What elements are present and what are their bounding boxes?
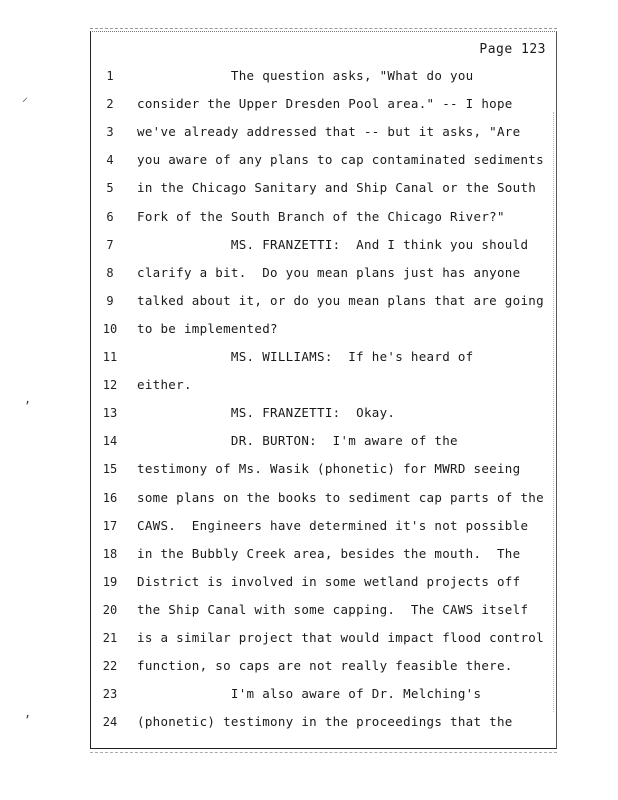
transcript-line-text: Fork of the South Branch of the Chicago River?" — [137, 208, 505, 224]
scan-bottom-edge — [90, 752, 557, 755]
transcript-line-text: in the Bubbly Creek area, besides the mouth. The — [137, 545, 521, 561]
line-number: 7 — [106, 237, 114, 252]
line-number: 16 — [102, 490, 118, 505]
transcript-line-text: testimony of Ms. Wasik (phonetic) for MWRD seeing — [137, 461, 521, 477]
transcript-line-text: some plans on the books to sediment cap parts of the — [137, 489, 544, 505]
transcript-line-text: to be implemented? — [137, 320, 278, 336]
line-number: 21 — [102, 631, 118, 645]
line-number: 3 — [106, 125, 114, 140]
margin-mark: , — [24, 392, 32, 406]
transcript-line-text: the Ship Canal with some capping. The CAWS itself — [137, 601, 529, 617]
line-number: 8 — [106, 265, 114, 280]
transcript-line-text: either. — [137, 377, 192, 393]
line-number: 15 — [102, 462, 118, 477]
line-number: 10 — [102, 321, 118, 336]
transcript-line-text: DR. BURTON: I'm aware of the — [137, 433, 458, 449]
line-number: 14 — [102, 434, 118, 449]
transcript-line-text: function, so caps are not really feasible there. — [137, 658, 513, 674]
line-number: 19 — [102, 574, 118, 589]
line-number: 5 — [106, 181, 114, 196]
line-number: 12 — [102, 378, 118, 393]
line-number: 20 — [102, 602, 118, 617]
transcript-line-text: MS. FRANZETTI: Okay. — [137, 405, 396, 421]
transcript-line-text: MS. FRANZETTI: And I think you should — [137, 236, 529, 252]
transcript-line-text: CAWS. Engineers have determined it's not possible — [137, 517, 529, 533]
line-number: 1 — [106, 69, 114, 83]
transcript-line-text: is a similar project that would impact flood control — [137, 630, 544, 645]
transcript-line-text: District is involved in some wetland projects off — [137, 573, 521, 589]
line-number: 9 — [106, 293, 114, 308]
line-number: 22 — [102, 659, 118, 674]
transcript-line-text: The question asks, "What do you — [137, 68, 474, 83]
transcript-line-text: (phonetic) testimony in the proceedings that the — [137, 714, 513, 730]
line-number: 2 — [106, 97, 114, 112]
transcript-page — [90, 31, 557, 749]
transcript-line-text: talked about it, or do you mean plans that are going — [137, 292, 544, 308]
margin-mark: ⸝ — [22, 90, 29, 104]
transcript-line-text: you aware of any plans to cap contaminated sediments — [137, 152, 544, 168]
line-number: 11 — [102, 350, 118, 364]
transcript-line-text: MS. WILLIAMS: If he's heard of — [137, 349, 474, 364]
page-number: Page 123 — [479, 42, 546, 57]
transcript-line-text: clarify a bit. Do you mean plans just has anyone — [137, 264, 521, 280]
margin-mark: , — [24, 706, 32, 720]
line-number: 23 — [102, 687, 118, 702]
transcript-line-text: consider the Upper Dresden Pool area." -- I hope — [137, 96, 513, 112]
line-number: 18 — [102, 546, 118, 561]
line-number: 13 — [102, 406, 118, 421]
transcript-line-text: I'm also aware of Dr. Melching's — [137, 686, 482, 702]
line-number: 24 — [102, 715, 118, 730]
transcript-line-text: in the Chicago Sanitary and Ship Canal or the South — [137, 180, 537, 196]
right-margin-dots — [552, 112, 554, 712]
line-number: 4 — [106, 153, 114, 168]
line-number: 17 — [102, 518, 118, 533]
line-number: 6 — [106, 209, 114, 224]
transcript-line-text: we've already addressed that -- but it asks, "Are — [137, 124, 521, 140]
